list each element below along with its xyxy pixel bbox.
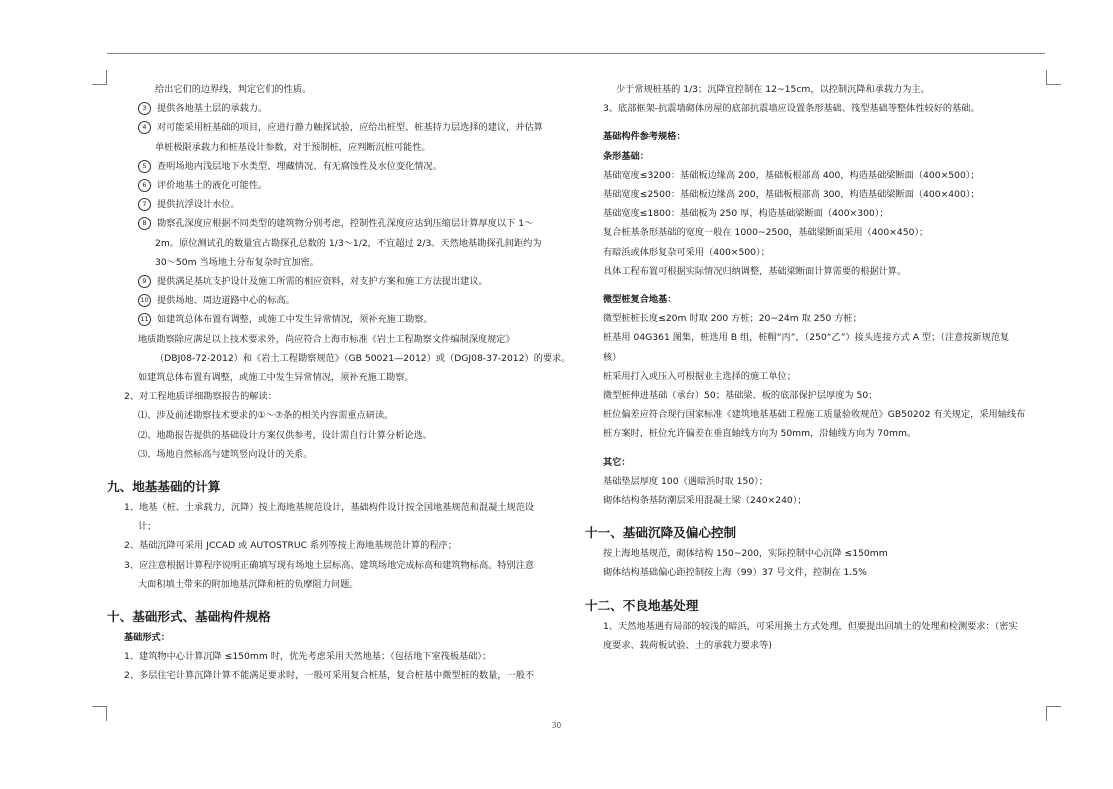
list-item [107, 272, 572, 291]
list-item [107, 291, 572, 310]
circled-number: 7 [138, 198, 151, 211]
spec-line: 基础宽度≤2500：基础板边缘高 200，基础板根部高 300，构造基础梁断面（400×400）； [603, 189, 980, 201]
text-line: 3、底部框架-抗震墙砌体房屋的底部抗震墙应设置条形基础、筏型基础等整体性较好的基础。 [603, 103, 980, 115]
spec-line: 砌体结构条基防潮层采用混凝土梁（240×240）； [603, 495, 807, 507]
crop-mark-top-right [1046, 70, 1061, 85]
section-line: 按上海地基规范，砌体结构 150~200，实际控制中心沉降 ≤150mm [603, 548, 888, 560]
list-item-text: 对可能采用桩基础的项目，应进行静力触探试验，应给出桩型、桩基持力层选择的建议，并估算 [157, 122, 543, 134]
page-number: 30 [551, 721, 562, 730]
section-line: 1、天然地基遇有局部的较浅的暗浜，可采用换土方式处理，但要提出回填土的处理和检测要求：（密实 [603, 620, 1018, 632]
sub-item: ⑶、场地自然标高与建筑竖向设计的关系。 [138, 448, 313, 460]
list-item-text: 如建筑总体布置有调整，或施工中发生异常情况，须补充施工勘察。 [157, 314, 433, 326]
spec-line: 基础宽度≤3200：基础板边缘高 200，基础板根部高 400，构造基础梁断面（400×500）； [603, 169, 980, 181]
spec-line: 桩位偏差应符合现行国家标准《建筑地基基础工程施工质量验收规范》GB50202 有关规定，采用轴线布 [603, 409, 1026, 421]
list-item [107, 310, 572, 329]
header-rule [107, 53, 1045, 54]
section-line: 1、地基（桩、土承载力，沉降）按上海地基规范设计，基础构件设计按全国地基规范和混凝土规范设 [124, 502, 535, 514]
circled-number: 5 [138, 160, 151, 173]
spec-line: 桩采用打入或压入可根据业主选择的施工单位； [603, 370, 796, 382]
list-item [107, 99, 572, 118]
crop-mark-bottom-left [92, 706, 107, 721]
paragraph-line: 2、对工程地质详细勘察报告的解读： [124, 391, 277, 403]
circled-number: 6 [138, 179, 151, 192]
paragraph-line: 如建筑总体布置有调整，或施工中发生异常情况，须补充施工勘察。 [138, 372, 414, 384]
list-item [107, 118, 572, 137]
spec-line: 基础宽度≤1800：基础板为 250 厚，构造基础梁断面（400×300）； [603, 208, 889, 220]
spec-line: 微型桩伸进基础（承台）50；基础梁、板的底部保护层厚度为 50； [603, 390, 878, 402]
section-line: 3、应注意根据计算程序说明正确填写现有场地土层标高、建筑场地完成标高和建筑物标高。特别注意 [124, 559, 535, 571]
list-item-text: 提供抗浮设计水位。 [157, 199, 240, 211]
section-line: 计； [138, 521, 157, 533]
list-item [107, 214, 572, 233]
circled-number: 9 [138, 275, 151, 288]
subheading: 条形基础： [603, 150, 649, 162]
section-heading-12: 十二、不良地基处理 [585, 597, 699, 613]
section-heading-11: 十一、基础沉降及偏心控制 [585, 525, 737, 541]
spec-line: 核） [603, 351, 622, 363]
section-line: 度要求、载荷板试验、土的承载力要求等) [603, 639, 772, 651]
spec-line: 具体工程布置可根据实际情况归纳调整，基础梁断面计算需要的根据计算。 [603, 265, 907, 277]
list-item-text: 提供满足基坑支护设计及施工所需的相应资料，对支护方案和施工方法提出建议。 [157, 276, 488, 288]
text-line: 少于常规桩基的 1/3；沉降宜控制在 12~15cm，以控制沉降和承载力为主。 [616, 84, 930, 95]
subheading: 基础构件参考规格： [603, 131, 686, 143]
circled-number: 3 [138, 102, 151, 115]
spec-line: 基础垫层厚度 100（遇暗浜时取 150）； [603, 475, 768, 487]
section-line: 大面积填土带来的附加地基沉降和桩的负摩阻力问题。 [138, 578, 359, 590]
sub-item: ⑵、地勘报告提供的基础设计方案仅供参考，设计需自行计算分析论选。 [138, 429, 432, 441]
crop-mark-top-left [92, 70, 107, 85]
right-column [585, 80, 1047, 655]
circled-number: 4 [138, 121, 151, 134]
list-item [107, 157, 572, 176]
list-item-continuation: 2m。原位测试孔的数量宜占勘探孔总数的 1/3～1/2，不宜超过 2/3。天然地基勘探孔间距约为 [155, 237, 542, 249]
section-line: 砌体结构基础偏心距控制按上海（99）37 号文件，控制在 1.5% [603, 567, 867, 579]
spec-line: 复合桩基条形基础的宽度一般在 1000~2500，基础梁断面采用（400×450）； [603, 227, 929, 239]
sub-item: ⑴、涉及前述勘察技术要求的①～⑦条的相关内容需重点研读。 [138, 410, 394, 422]
circled-number: 10 [138, 294, 151, 307]
list-item [107, 176, 572, 195]
list-item-text: 评价地基土的液化可能性。 [157, 180, 268, 192]
section-line: 2、基础沉降可采用 JCCAD 或 AUTOSTRUC 系列等按上海地基规范计算的程序； [124, 540, 457, 552]
list-item [107, 195, 572, 214]
list-item-text: 提供各地基土层的承载力。 [157, 103, 268, 115]
section-heading-9: 九、地基基础的计算 [107, 479, 221, 495]
left-column [107, 80, 572, 686]
section-line: 2、多层住宅计算沉降计算不能满足要求时，一般可采用复合桩基，复合桩基中微型桩的数量，一般不 [124, 670, 535, 682]
spec-line: 桩方案时，桩位允许偏差在垂直轴线方向为 50mm，沿轴线方向为 70mm。 [603, 428, 917, 440]
section-heading-10: 十、基础形式、基础构件规格 [107, 609, 271, 625]
section-line: 1、建筑物中心计算沉降 ≤150mm 时，优先考虑采用天然地基；（包括地下室筏板基础）； [124, 651, 492, 663]
crop-mark-bottom-right [1046, 706, 1061, 721]
list-item-text: 查明场地内浅层地下水类型、埋藏情况、有无腐蚀性及水位变化情况。 [157, 160, 442, 172]
text-line: 给出它们的边界线，判定它们的性质。 [155, 84, 312, 95]
list-item-text: 勘察孔深度应根据不同类型的建筑物分别考虑，控制性孔深度应达到压缩层计算厚度以下 1～ [157, 218, 534, 230]
subheading: 微型桩复合地基： [603, 294, 677, 306]
subheading: 其它： [603, 456, 631, 468]
spec-line: 微型桩桩长度≤20m 时取 200 方桩；20~24m 取 250 方桩； [603, 313, 862, 325]
spec-line: 有暗浜或体形复杂可采用（400×500）； [603, 246, 770, 258]
paragraph-line: 地质勘察除应满足以上技术要求外，尚应符合上海市标准《岩土工程勘察文件编制深度规定》 [138, 333, 515, 345]
circled-number: 8 [138, 217, 151, 230]
list-item-continuation: 30～50m 当场地土分布复杂时宜加密。 [155, 256, 319, 268]
paragraph-line: （DBJ08-72-2012）和《岩土工程勘察规范》（GB 50021—2012）或（DGJ08-37-2012）的要求。 [155, 352, 571, 364]
list-item-text: 提供场地、周边道路中心的标高。 [157, 295, 295, 307]
circled-number: 11 [138, 313, 151, 326]
subheading: 基础形式： [124, 632, 170, 644]
list-item-continuation: 单桩极限承载力和桩基设计参数，对于预制桩，应判断沉桩可能性。 [155, 141, 431, 153]
spec-line: 桩基用 04G361 图集，桩选用 B 组，桩帽“丙”，（250“乙”）接头连接方式 A 型；（注意按新规范复 [603, 332, 1010, 344]
